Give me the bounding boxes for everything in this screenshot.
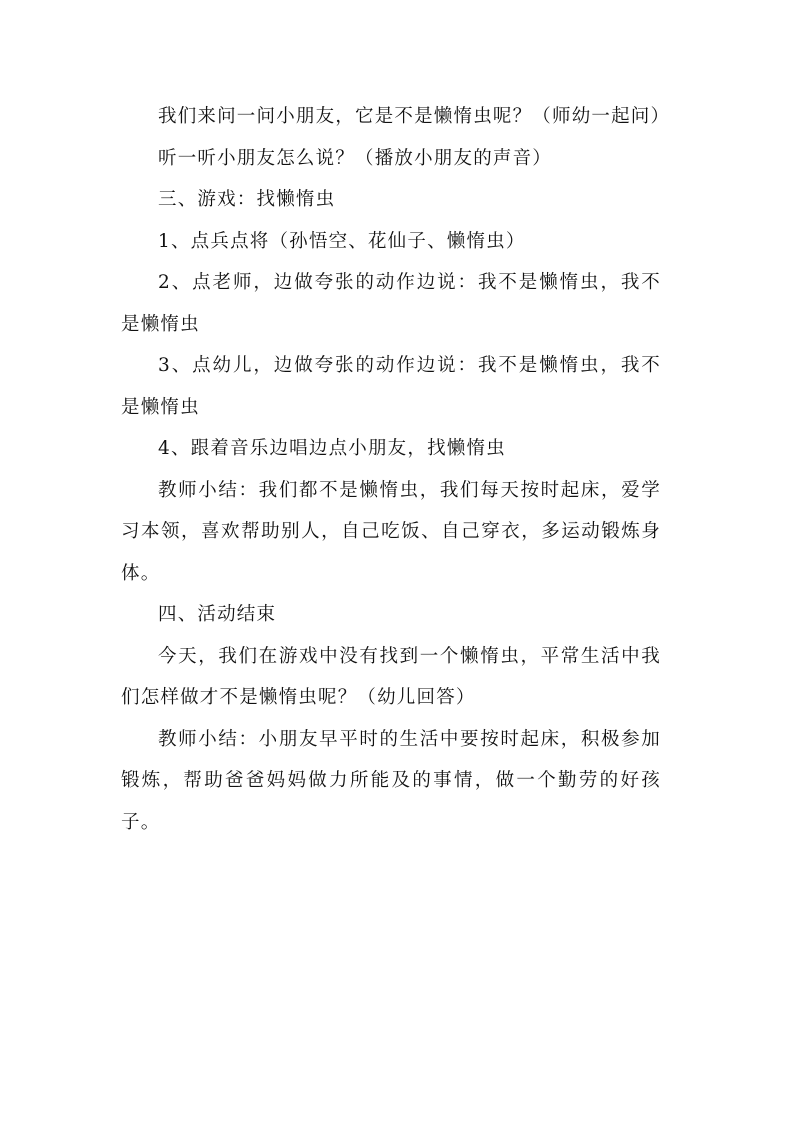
list-item-4: 4、跟着音乐边唱边点小朋友，找懒惰虫: [158, 438, 506, 459]
document-body: [121, 96, 671, 843]
paragraph-listen: 听一听小朋友怎么说？（播放小朋友的声音）: [158, 147, 553, 169]
list-item-1: 1、点兵点将（孙悟空、花仙子、懒惰虫）: [158, 230, 526, 252]
paragraph-today: 今天，我们在游戏中没有找到一个懒惰虫，平常生活中我们怎样做才不是懒惰虫呢？（幼儿回答）: [121, 645, 661, 708]
paragraph-teacher-summary-1: 教师小结：我们都不是懒惰虫，我们每天按时起床，爱学习本领，喜欢帮助别人，自己吃饭、自己穿衣，多运动锻炼身体。: [121, 479, 661, 584]
section-heading-game: 三、游戏：找懒惰虫: [158, 189, 336, 210]
section-heading-end: 四、活动结束: [158, 604, 277, 625]
list-item-3: 3、点幼儿，边做夸张的动作边说：我不是懒惰虫，我不是懒惰虫: [121, 355, 661, 418]
paragraph-ask-children: 我们来问一问小朋友，它是不是懒惰虫呢？（师幼一起问）: [158, 106, 671, 127]
list-item-2: 2、点老师，边做夸张的动作边说：我不是懒惰虫，我不是懒惰虫: [121, 272, 661, 335]
paragraph-teacher-summary-2: 教师小结：小朋友早平时的生活中要按时起床，积极参加锻炼，帮助爸爸妈妈做力所能及的事情，做一个勤劳的好孩子。: [121, 728, 661, 833]
